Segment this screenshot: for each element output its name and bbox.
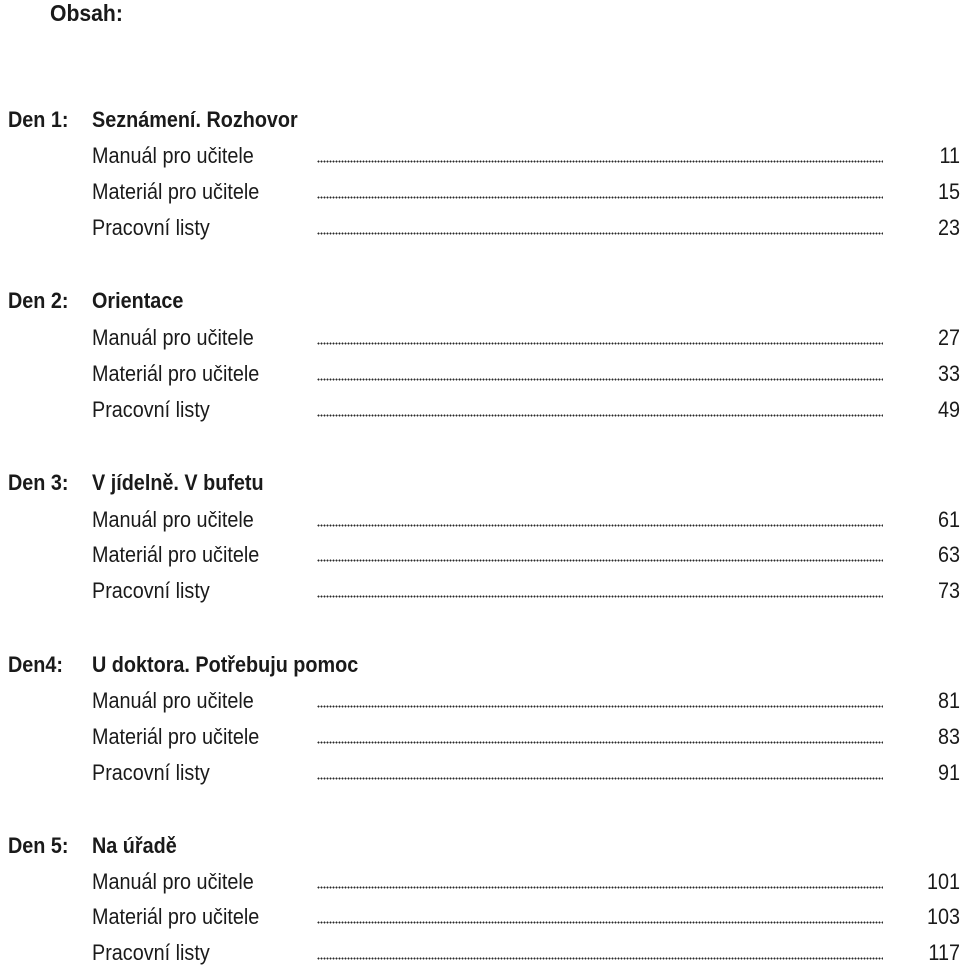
toc-page-number: 73	[937, 578, 960, 603]
dot-leader	[317, 524, 883, 527]
toc-page-number: 101	[926, 869, 960, 894]
toc-page-number: 61	[937, 507, 960, 532]
toc-entry[interactable]	[0, 576, 960, 606]
dot-leader	[317, 886, 883, 889]
toc-entry-label: Manuál pro učitele	[92, 507, 254, 532]
toc-entry[interactable]	[0, 758, 960, 788]
toc-entry[interactable]	[0, 505, 960, 535]
toc-entry[interactable]	[0, 686, 960, 716]
toc-page-number: 63	[937, 542, 960, 567]
toc-page-number: 49	[937, 397, 960, 422]
toc-entry-label: Pracovní listy	[92, 940, 210, 965]
toc-page-number: 103	[926, 904, 960, 929]
toc-page-number: 23	[937, 215, 960, 240]
dot-leader	[317, 196, 883, 199]
toc-entry[interactable]	[0, 177, 960, 207]
toc-page-number: 81	[937, 688, 960, 713]
day-label: Den 5:	[8, 833, 69, 858]
toc-entry[interactable]	[0, 359, 960, 389]
day-title: Seznámení. Rozhovor	[92, 107, 298, 132]
toc-entry-label: Manuál pro učitele	[92, 143, 254, 168]
day-title: Na úřadě	[92, 833, 177, 858]
toc-entry[interactable]	[0, 722, 960, 752]
dot-leader	[317, 414, 883, 417]
dot-leader	[317, 741, 883, 744]
toc-page-number: 11	[939, 143, 960, 168]
dot-leader	[317, 921, 883, 924]
dot-leader	[317, 342, 883, 345]
day-label: Den 1:	[8, 107, 69, 132]
toc-entry[interactable]	[0, 867, 960, 897]
toc-entry-label: Materiál pro učitele	[92, 361, 260, 386]
toc-entry-label: Materiál pro učitele	[92, 904, 260, 929]
day-label: Den 2:	[8, 288, 69, 313]
dot-leader	[317, 777, 883, 780]
day-label: Den 3:	[8, 470, 69, 495]
dot-leader	[317, 957, 883, 960]
toc-page-number: 117	[928, 940, 960, 965]
toc-entry-label: Manuál pro učitele	[92, 869, 254, 894]
day-title: Orientace	[92, 288, 184, 313]
page-title: Obsah:	[50, 0, 123, 26]
dot-leader	[317, 160, 883, 163]
toc-page-number: 91	[937, 760, 960, 785]
day-title: V jídelně. V bufetu	[92, 470, 264, 495]
toc-entry-label: Materiál pro učitele	[92, 724, 260, 749]
toc-entry[interactable]	[0, 938, 960, 968]
toc-entry-label: Materiál pro učitele	[92, 179, 260, 204]
toc-page-number: 83	[937, 724, 960, 749]
toc-entry-label: Manuál pro učitele	[92, 325, 254, 350]
toc-entry[interactable]	[0, 141, 960, 171]
toc-entry[interactable]	[0, 323, 960, 353]
toc-entry-label: Manuál pro učitele	[92, 688, 254, 713]
toc-entry-label: Pracovní listy	[92, 397, 210, 422]
toc-page-number: 27	[937, 325, 960, 350]
dot-leader	[317, 559, 883, 562]
dot-leader	[317, 705, 883, 708]
toc-entry-label: Pracovní listy	[92, 760, 210, 785]
day-title: U doktora. Potřebuju pomoc	[92, 652, 359, 677]
toc-entry-label: Pracovní listy	[92, 578, 210, 603]
toc-page-number: 15	[937, 179, 960, 204]
toc-entry-label: Pracovní listy	[92, 215, 210, 240]
toc-entry[interactable]	[0, 213, 960, 243]
toc-entry[interactable]	[0, 902, 960, 932]
toc-entry-label: Materiál pro učitele	[92, 542, 260, 567]
toc-page-number: 33	[937, 361, 960, 386]
dot-leader	[317, 378, 883, 381]
dot-leader	[317, 232, 883, 235]
day-label: Den4:	[8, 652, 64, 677]
toc-entry[interactable]	[0, 540, 960, 570]
toc-entry[interactable]	[0, 395, 960, 425]
dot-leader	[317, 595, 883, 598]
